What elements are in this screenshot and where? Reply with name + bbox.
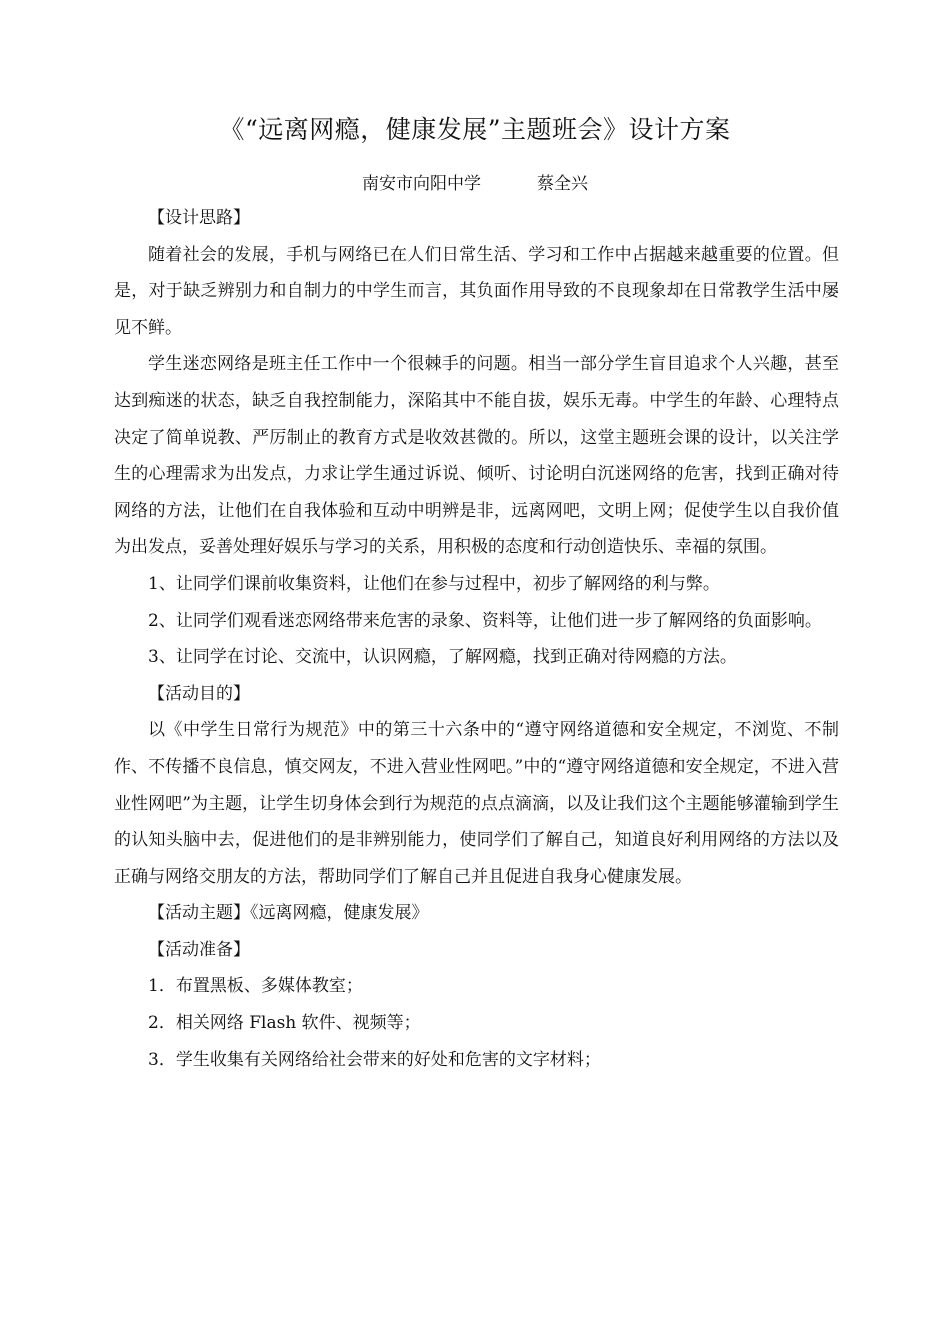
author-name: 蔡全兴	[537, 174, 588, 194]
list-item: 1、让同学们课前收集资料，让他们在参与过程中，初步了解网络的利与弊。	[148, 573, 720, 594]
school-name: 南安市向阳中学	[362, 174, 481, 194]
byline	[362, 170, 588, 198]
document-body	[114, 200, 839, 1078]
section-heading-preparation: 【活动准备】	[148, 939, 250, 960]
paragraph: 随着社会的发展，手机与网络已在人们日常生活、学习和工作中占据越来越重要的位置。但是，对于缺乏辨别力和自制力的中学生而言，其负面作用导致的不良现象却在日常教学生活中屡见不鲜。	[114, 244, 839, 338]
paragraph: 学生迷恋网络是班主任工作中一个很棘手的问题。相当一部分学生盲目追求个人兴趣，甚至达到痴迷的状态，缺乏自我控制能力，深陷其中不能自拔，娱乐无毒。中学生的年龄、心理特点决定了简单说教、严厉制止的教育方式是收效甚微的。所以，这堂主题班会课的设计，以关注学生的心理需求为出发点，力求让学生通过诉说、倾听、讨论明白沉迷网络的危害，找到正确对待网络的方法，让他们在自我体验和互动中明辨是非，远离网吧，文明上网；促使学生以自我价值为出发点，妥善处理好娱乐与学习的关系，用积极的态度和行动创造快乐、幸福的氛围。	[114, 354, 839, 558]
section-heading-theme: 【活动主题】《远离网瘾，健康发展》	[148, 903, 429, 924]
list-item: 3．学生收集有关网络给社会带来的好处和危害的文字材料；	[148, 1049, 601, 1070]
section-heading-design: 【设计思路】	[148, 208, 250, 228]
list-item: 2、让同学们观看迷恋网络带来危害的录象、资料等，让他们进一步了解网络的负面影响。	[148, 610, 822, 631]
section-heading-purpose: 【活动目的】	[148, 683, 250, 704]
list-item: 2．相关网络 Flash 软件、视频等；	[148, 1013, 421, 1034]
document-title: 《“远离网瘾，健康发展”主题班会》设计方案	[219, 115, 731, 144]
paragraph: 以《中学生日常行为规范》中的第三十六条中的“遵守网络道德和安全规定，不浏览、不制作、不传播不良信息，慎交网友，不进入营业性网吧。”中的“遵守网络道德和安全规定，不进入营业性网吧”为主题，让学生切身体会到行为规范的点点滴滴，以及让我们这个主题能够灌输到学生的认知头脑中去，促进他们的是非辨别能力，使同学们了解自己，知道良好利用网络的方法以及正确与网络交朋友的方法，帮助同学们了解自己并且促进自我身心健康发展。	[114, 720, 839, 887]
list-item: 3、让同学在讨论、交流中，认识网瘾，了解网瘾，找到正确对待网瘾的方法。	[148, 647, 737, 668]
list-item: 1．布置黑板、多媒体教室；	[148, 976, 363, 997]
